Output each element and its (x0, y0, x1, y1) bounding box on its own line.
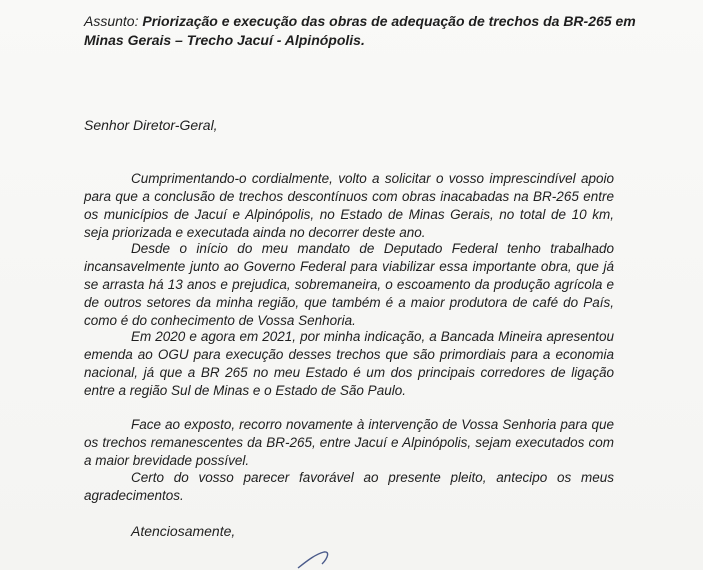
subject-text: Priorização e execução das obras de adequação de trechos da BR-265 em Minas Gerais – Trecho Jacuí - Alpinópolis. (84, 13, 636, 48)
paragraph-5: Certo do vosso parecer favorável ao presente pleito, antecipo os meus agradecimentos. (84, 470, 614, 503)
greeting: Senhor Diretor-Geral, (84, 117, 218, 133)
closing: Atenciosamente, (131, 523, 236, 539)
paragraph-2: Desde o início do meu mandato de Deputado Federal tenho trabalhado incansavelmente junto ao Governo Federal para viabilizar essa importante obra, que já se arrasta há 13 anos e prejudica, sobremaneira, o escoamento da produção agrícola e de outros setores da minha região, que também é a maior produtora de café do País, como é do conhecimento de Vossa Senhoria. (84, 241, 614, 328)
subject-line (84, 12, 644, 50)
paragraph-1: Cumprimentando-o cordialmente, volto a solicitar o vosso imprescindível apoio para que a conclusão de trechos descontínuos com obras inacabadas na BR-265 entre os municípios de Jacuí e Alpinópolis, no Estado de Minas Gerais, no total de 10 km, seja priorizada e executada ainda no decorrer deste ano. (84, 171, 614, 240)
paragraph-4: Face ao exposto, recorro novamente à intervenção de Vossa Senhoria para que os trechos remanescentes da BR-265, entre Jacuí e Alpinópolis, sejam executados com a maior brevidade possível. (84, 417, 614, 468)
paragraph-3: Em 2020 e agora em 2021, por minha indicação, a Bancada Mineira apresentou emenda ao OGU para execução desses trechos que são primordiais para a economia nacional, já que a BR 265 no meu Estado é um dos principais corredores de ligação entre a região Sul de Minas e o Estado de São Paulo. (84, 329, 614, 398)
signature-stroke (290, 548, 370, 570)
subject-label: Assunto: (84, 13, 143, 29)
